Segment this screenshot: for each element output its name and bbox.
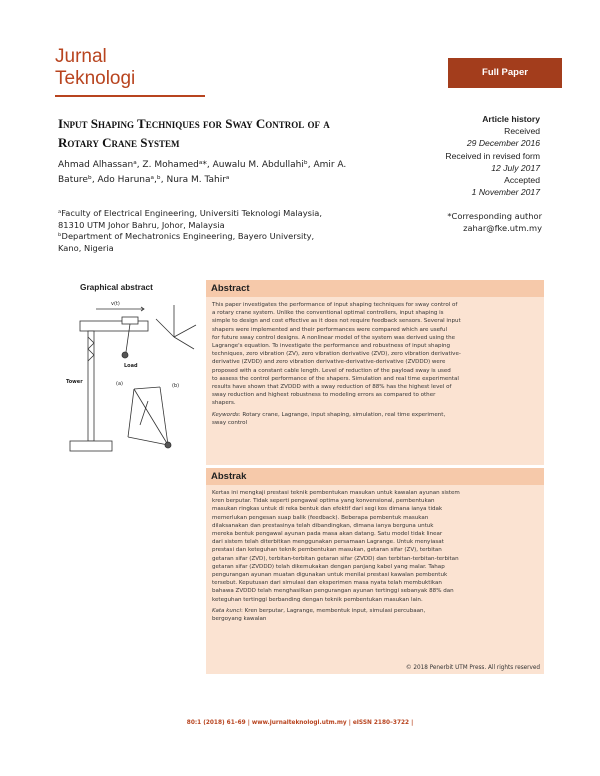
corresponding-email[interactable]: zahar@fke.utm.my [463,223,542,233]
journal-name-line1: Jurnal [55,46,107,67]
keywords-label: Keywords [212,411,239,418]
abstract-line: to assess the control performance of the shapers. Simulation and real time experimental [212,375,459,382]
abstract-line: shapers were implemented and their performances were compared which are useful [212,326,448,333]
title-line2: Rotary Crane System [58,135,180,150]
abstrak-line: kren berputar. Tidak seperti pengawal optima yang konvensional, pembentukan [212,498,435,505]
abstrak-panel [206,468,544,674]
kata-kunci-line1: : Kren berputar, Lagrange, membentuk input, simulasi percubaan, [241,607,426,614]
history-heading: Article history [482,114,540,124]
abstrak-line: keteguhan tertinggi berbanding dengan teknik pembentukan masukan lain. [212,596,423,603]
full-paper-badge: Full Paper [448,58,562,88]
author-list [58,158,403,188]
affiliation-a-line2: 81310 UTM Johor Bahru, Johor, Malaysia [58,219,225,230]
keywords-line1: : Rotary crane, Lagrange, input shaping, simulation, real time experiment, [238,411,446,418]
fig-label-v: v(t) [111,301,120,307]
abstrak-line: Kertas ini mengkaji prestasi teknik pembentukan masukan untuk kawalan ayunan sistem [212,490,460,496]
abstract-line: This paper investigates the performance of input shaping techniques for sway control of [212,302,458,308]
revised-label: Received in revised form [445,150,540,161]
affiliation-a-line1: ᵃFaculty of Electrical Engineering, Universiti Teknologi Malaysia, [58,208,323,218]
abstrak-line: memerlukan pengesan suap balik (feedback). Beberapa pembentuk masukan [212,514,429,521]
paper-title [58,114,418,152]
abstract-panel [206,280,544,465]
fig-label-tower: Tower [66,379,83,385]
abstrak-line: dari sistem telah diterbitkan menggunakan persamaan Lagrange. Untuk menyiasat [212,539,444,546]
graphical-abstract-heading: Graphical abstract [80,282,153,292]
abstract-keywords [206,408,544,427]
abstract-line: sway reduction and highest robustness to modeling errors as compared to other [212,392,436,399]
crane-figure [56,297,206,457]
fig-label-load: Load [124,363,138,369]
authors-line2: Batureᵇ, Ado Harunaᵃ,ᵇ, Nura M. Tahirᵃ [58,175,230,185]
abstract-heading: Abstract [206,280,544,297]
authors-line1: Ahmad Alhassanᵃ, Z. Mohamedᵃ*, Auwalu M. Abdullahiᵇ, Amir A. [58,160,347,170]
article-history [410,113,540,198]
corresponding-label: *Corresponding author [447,211,542,221]
copyright-notice: © 2018 Penerbit UTM Press. All rights reserved [405,665,540,671]
title-line1: Input Shaping Techniques for Sway Control of a [58,116,330,131]
journal-name-line2: Teknologi [55,68,136,89]
abstract-body [206,297,544,408]
corresponding-author [410,210,542,234]
abstrak-line: pengurangan ayunan muatan digunakan untuk menilai prestasi kawalan pembentuk [212,572,448,579]
abstract-line: shapers. [212,400,236,407]
abstract-line: Lagrange's equation. To investigate the performance and robustness of input shaping [212,343,451,350]
revised-date: 12 July 2017 [491,162,540,173]
abstract-line: techniques, zero vibration (ZV), zero vibration derivative (ZVD), zero vibration derivative- [212,351,461,358]
abstract-line: simple to design and cost effective as it does not require feedback sensors. Several input [212,318,461,325]
journal-logo [55,46,135,90]
page-footer: 80:1 (2018) 61–69 | www.jurnalteknologi.utm.my | eISSN 2180–3722 | [186,720,414,726]
affiliation-b-line1: ᵇDepartment of Mechatronics Engineering, Bayero University, [58,231,315,241]
abstrak-line: mereka bentuk pengawal ayunan pada masa akan datang. Satu model tidak linear [212,531,443,538]
abstrak-body [206,485,544,604]
abstrak-line: tersebut. Keputusan dari simulasi dan eksperimen masa nyata telah membuktikan [212,580,442,587]
accepted-label: Accepted [504,175,540,186]
received-date: 29 December 2016 [466,138,540,149]
abstrak-line: getaran sifar (ZVD), terbitan-terbitan getaran sifar (ZVDD) dan terbitan-terbitan-terbitan [212,555,459,562]
kata-kunci-line2: bergoyang kawalan [212,616,267,623]
abstrak-line: masukan ringkas untuk di reka bentuk dan efektif dari segi kos dimana ianya tidak [212,506,443,513]
abstrak-heading: Abstrak [206,468,544,485]
abstrak-keywords [206,604,544,623]
abstrak-line: bahawa ZVDDD telah menghasilkan pengurangan ayunan tertinggi sebanyak 88% dan [212,588,454,595]
affiliations [58,208,403,254]
accepted-date: 1 November 2017 [471,187,540,198]
abstrak-line: dilaksanakan dan prestasinya telah dibandingkan, dimana ianya berguna untuk [212,522,434,529]
abstract-line: results have shown that ZVDDD with a sway reduction of 88% has the highest level of [212,384,452,391]
abstrak-line: getaran sifar (ZVDDD) telah dikemukakan dengan panjang kabel yang malar. Tahap [212,563,445,570]
abstract-line: proposed with a constant cable length. Level of reduction of the payload sway is used [212,367,451,374]
keywords-line2: sway control [212,419,248,426]
journal-rule [55,95,205,97]
kata-kunci-label: Kata kunci [212,607,242,614]
abstract-line: derivative (ZVDD) and zero vibration derivative-derivative-derivative (ZVDDD) were [212,359,446,366]
fig-label-a: (a) [116,381,123,387]
abstract-line: for future sway control designs. A nonlinear model of the system was derived using the [212,334,455,341]
abstrak-line: prestasi dan keteguhan teknik pembentukan masukan, getaran sifar (ZV), terbitan [212,547,442,554]
fig-label-b: (b) [172,383,180,389]
affiliation-b-line2: Kano, Nigeria [58,242,114,253]
abstract-line: a rotary crane system. Unlike the conventional optimal controllers, input shaping is [212,310,444,317]
received-label: Received [504,126,540,137]
